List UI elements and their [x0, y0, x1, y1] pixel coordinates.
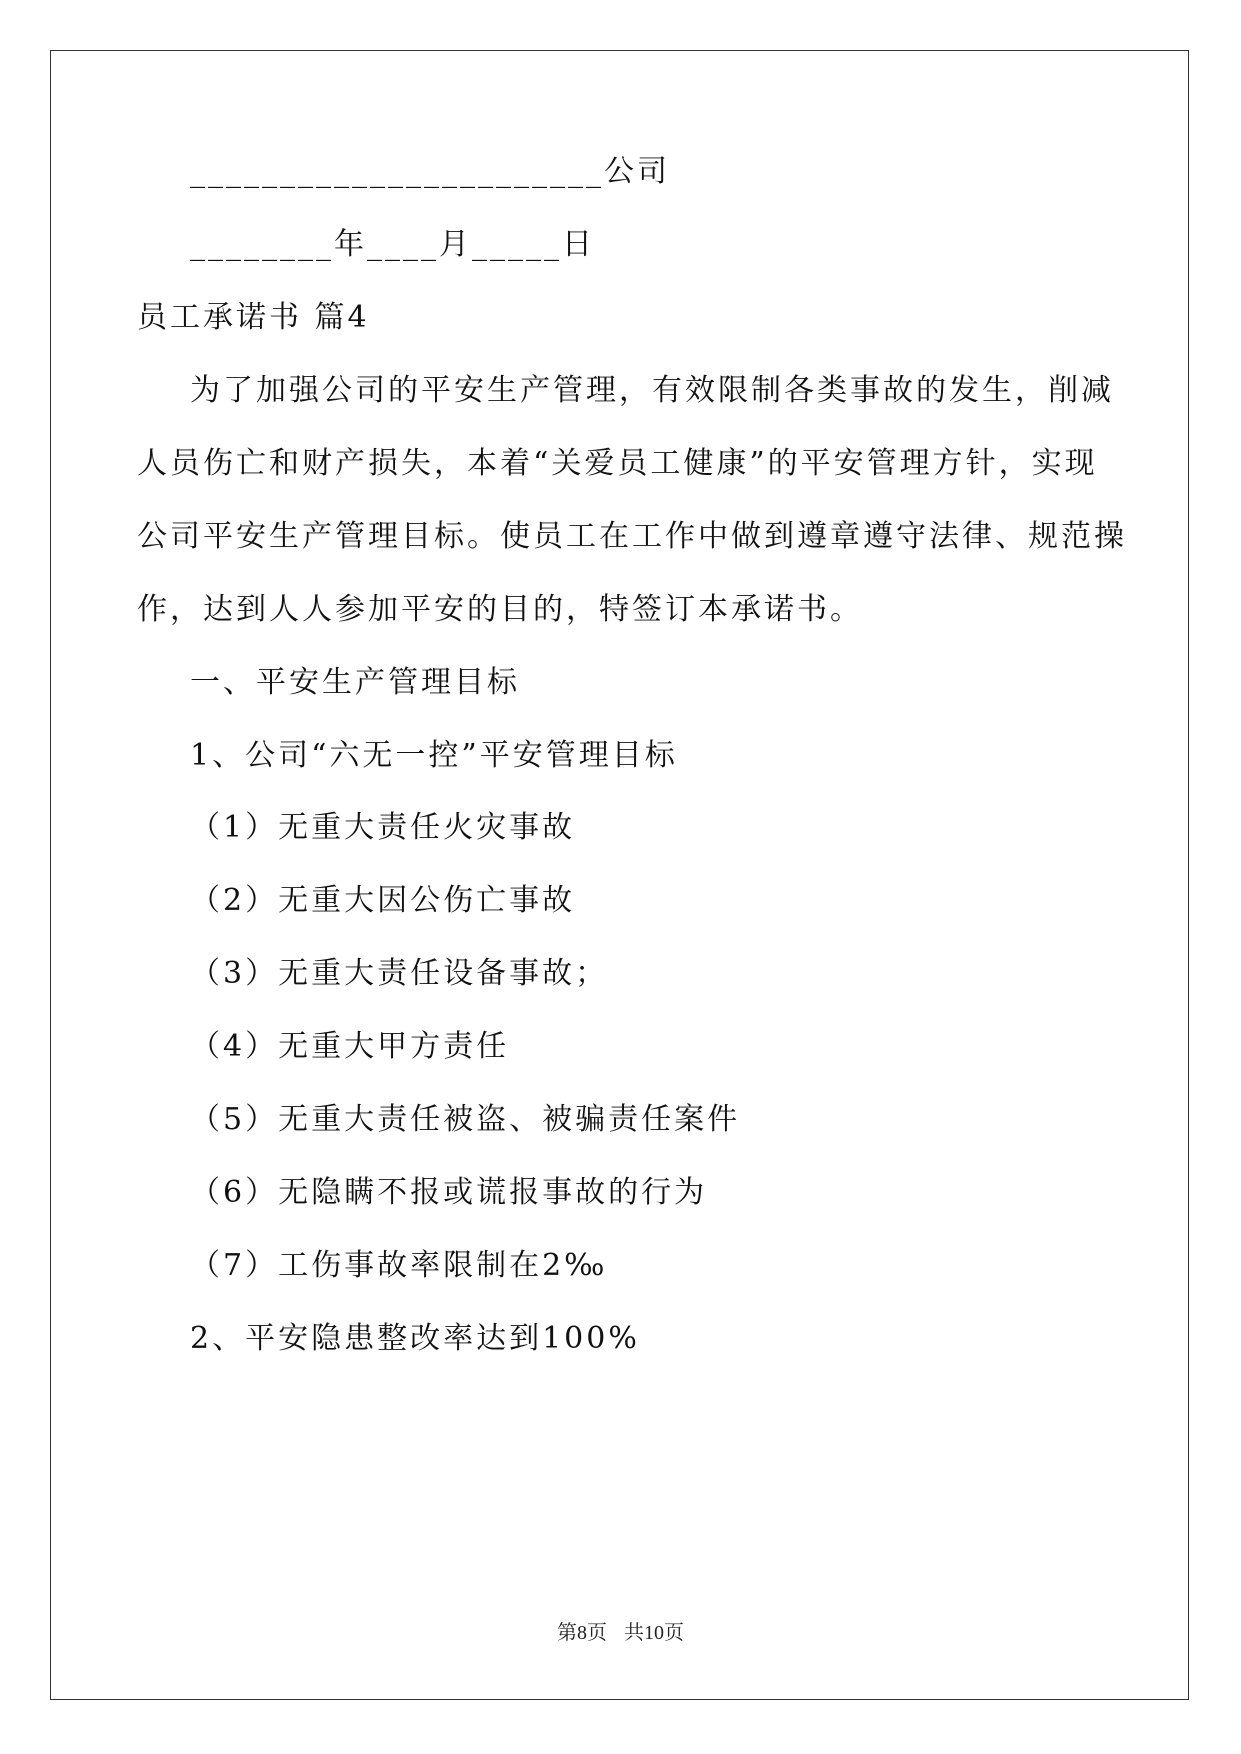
subitem-6: （6）无隐瞒不报或谎报事故的行为: [190, 1175, 708, 1210]
subitem-1: （1）无重大责任火灾事故: [190, 810, 576, 845]
item-1: 1、公司“六无一控”平安管理目标: [190, 738, 678, 773]
item-2: 2、平安隐患整改率达到100%: [190, 1321, 640, 1356]
paragraph-line-1: 为了加强公司的平安生产管理，有效限制各类事故的发生，削减: [190, 373, 1114, 408]
subitem-4: （4）无重大甲方责任: [190, 1029, 510, 1064]
page-footer: [0, 1620, 1241, 1646]
paragraph-line-4: 作，达到人人参加平安的目的，特签订本承诺书。: [137, 592, 863, 627]
company-signature-line: _______________________公司: [190, 154, 670, 189]
subitem-7: （7）工伤事故率限制在2‰: [190, 1248, 608, 1283]
page-number: 第8页: [557, 1622, 607, 1644]
subitem-3: （3）无重大责任设备事故；: [190, 956, 609, 991]
paragraph-line-2: 人员伤亡和财产损失，本着“关爱员工健康”的平安管理方针，实现: [137, 446, 1098, 481]
heading-safety-goals: 一、平安生产管理目标: [190, 665, 520, 700]
date-signature-line: ________年____月_____日: [190, 227, 595, 262]
section-title: 员工承诺书 篇4: [137, 300, 370, 335]
page-total: 共10页: [624, 1622, 684, 1644]
subitem-5: （5）无重大责任被盗、被骗责任案件: [190, 1102, 741, 1137]
paragraph-line-3: 公司平安生产管理目标。使员工在工作中做到遵章遵守法律、规范操: [137, 519, 1127, 554]
subitem-2: （2）无重大因公伤亡事故: [190, 883, 576, 918]
